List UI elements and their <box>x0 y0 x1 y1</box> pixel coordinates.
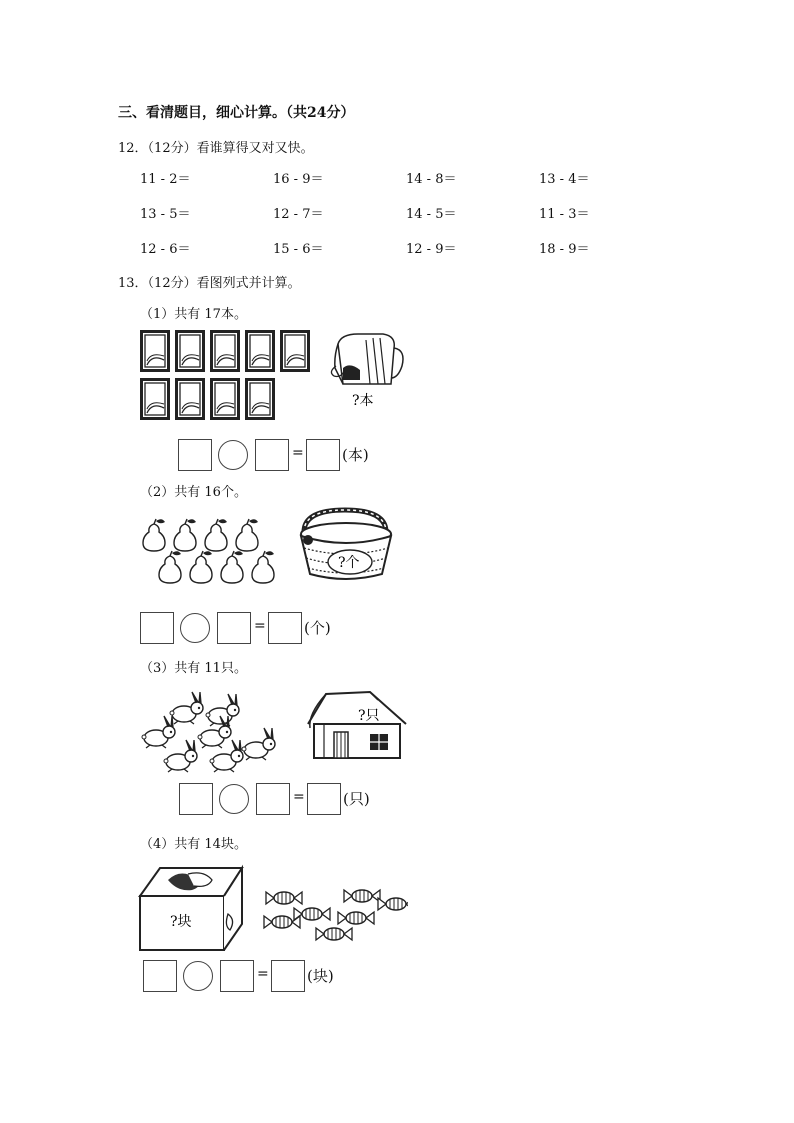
book-icon <box>175 378 205 420</box>
question-label: ?块 <box>170 914 192 930</box>
pear-icon <box>159 551 181 583</box>
part-4-label: （4）共有 14块。 <box>140 837 247 852</box>
arithmetic-row <box>140 238 660 256</box>
question-label: ?个 <box>338 555 360 571</box>
book-icon <box>245 378 275 420</box>
equals-sign: = <box>293 789 305 805</box>
part-1-equation <box>178 439 408 471</box>
answer-box[interactable] <box>306 439 340 471</box>
arithmetic-problem: 14 - 5＝ <box>406 207 457 222</box>
schoolbag-icon <box>331 334 403 384</box>
book-icon <box>140 378 170 420</box>
book-icon <box>280 330 310 372</box>
arithmetic-problem: 16 - 9＝ <box>273 172 324 187</box>
part-2-figure <box>138 500 398 590</box>
candy-icon <box>316 928 352 940</box>
answer-box[interactable] <box>179 783 213 815</box>
house-icon <box>308 692 406 758</box>
operator-circle[interactable] <box>218 440 248 470</box>
arithmetic-problem: 18 - 9＝ <box>539 242 590 257</box>
equals-sign: = <box>254 618 266 634</box>
book-icon <box>245 330 275 372</box>
arithmetic-row <box>140 168 660 186</box>
operator-circle[interactable] <box>183 961 213 991</box>
arithmetic-problem: 13 - 4＝ <box>539 172 590 187</box>
answer-box[interactable] <box>140 612 174 644</box>
arithmetic-problem: 14 - 8＝ <box>406 172 457 187</box>
candy-icon <box>344 890 380 902</box>
candy-icon <box>378 898 408 910</box>
answer-box[interactable] <box>220 960 254 992</box>
arithmetic-problem: 12 - 7＝ <box>273 207 324 222</box>
candy-icon <box>338 912 374 924</box>
rabbit-icon <box>164 740 197 772</box>
part-2-equation <box>140 612 390 644</box>
pear-icon <box>236 519 258 551</box>
arithmetic-problem: 15 - 6＝ <box>273 242 324 257</box>
rabbit-icon <box>170 692 203 724</box>
part-4-equation <box>143 960 383 992</box>
operator-circle[interactable] <box>219 784 249 814</box>
part-2-label: （2）共有 16个。 <box>140 485 247 500</box>
pear-icon <box>221 551 243 583</box>
pear-icon <box>190 551 212 583</box>
candy-icon <box>266 892 302 904</box>
arithmetic-problem: 11 - 2＝ <box>140 172 191 187</box>
part-1-label: （1）共有 17本。 <box>140 307 247 322</box>
part-4-figure <box>138 864 408 954</box>
answer-box[interactable] <box>217 612 251 644</box>
pear-icon <box>174 519 196 551</box>
answer-box[interactable] <box>307 783 341 815</box>
section-title: 三、看清题目，细心计算。（共24分） <box>118 105 355 121</box>
pear-icon <box>252 551 274 583</box>
equals-sign: = <box>257 966 269 982</box>
book-icon <box>175 330 205 372</box>
operator-circle[interactable] <box>180 613 210 643</box>
part-3-label: （3）共有 11只。 <box>140 661 247 676</box>
rabbit-icon <box>242 728 275 760</box>
answer-box[interactable] <box>256 783 290 815</box>
arithmetic-problem: 13 - 5＝ <box>140 207 191 222</box>
pear-icon <box>205 519 227 551</box>
question-13-title: 13．（12分）看图列式并计算。 <box>118 276 301 291</box>
question-12-title: 12．（12分）看谁算得又对又快。 <box>118 141 314 156</box>
answer-box[interactable] <box>268 612 302 644</box>
part-3-equation <box>179 783 419 815</box>
book-icon <box>140 330 170 372</box>
unit-label: (只) <box>343 790 370 808</box>
rabbit-icon <box>142 716 175 748</box>
answer-box[interactable] <box>178 439 212 471</box>
answer-box[interactable] <box>143 960 177 992</box>
arithmetic-problem: 12 - 6＝ <box>140 242 191 257</box>
unit-label: (本) <box>342 446 369 464</box>
question-label: ?本 <box>352 393 374 409</box>
book-icon <box>210 330 240 372</box>
pear-icon <box>143 519 165 551</box>
unit-label: (个) <box>304 619 331 637</box>
arithmetic-row <box>140 203 660 221</box>
equals-sign: = <box>292 445 304 461</box>
box-icon <box>140 868 242 950</box>
part-3-figure <box>138 680 408 776</box>
answer-box[interactable] <box>271 960 305 992</box>
answer-box[interactable] <box>255 439 289 471</box>
book-icon <box>210 378 240 420</box>
question-label: ?只 <box>358 708 380 724</box>
unit-label: (块) <box>307 967 334 985</box>
arithmetic-problem: 12 - 9＝ <box>406 242 457 257</box>
arithmetic-problem: 11 - 3＝ <box>539 207 590 222</box>
